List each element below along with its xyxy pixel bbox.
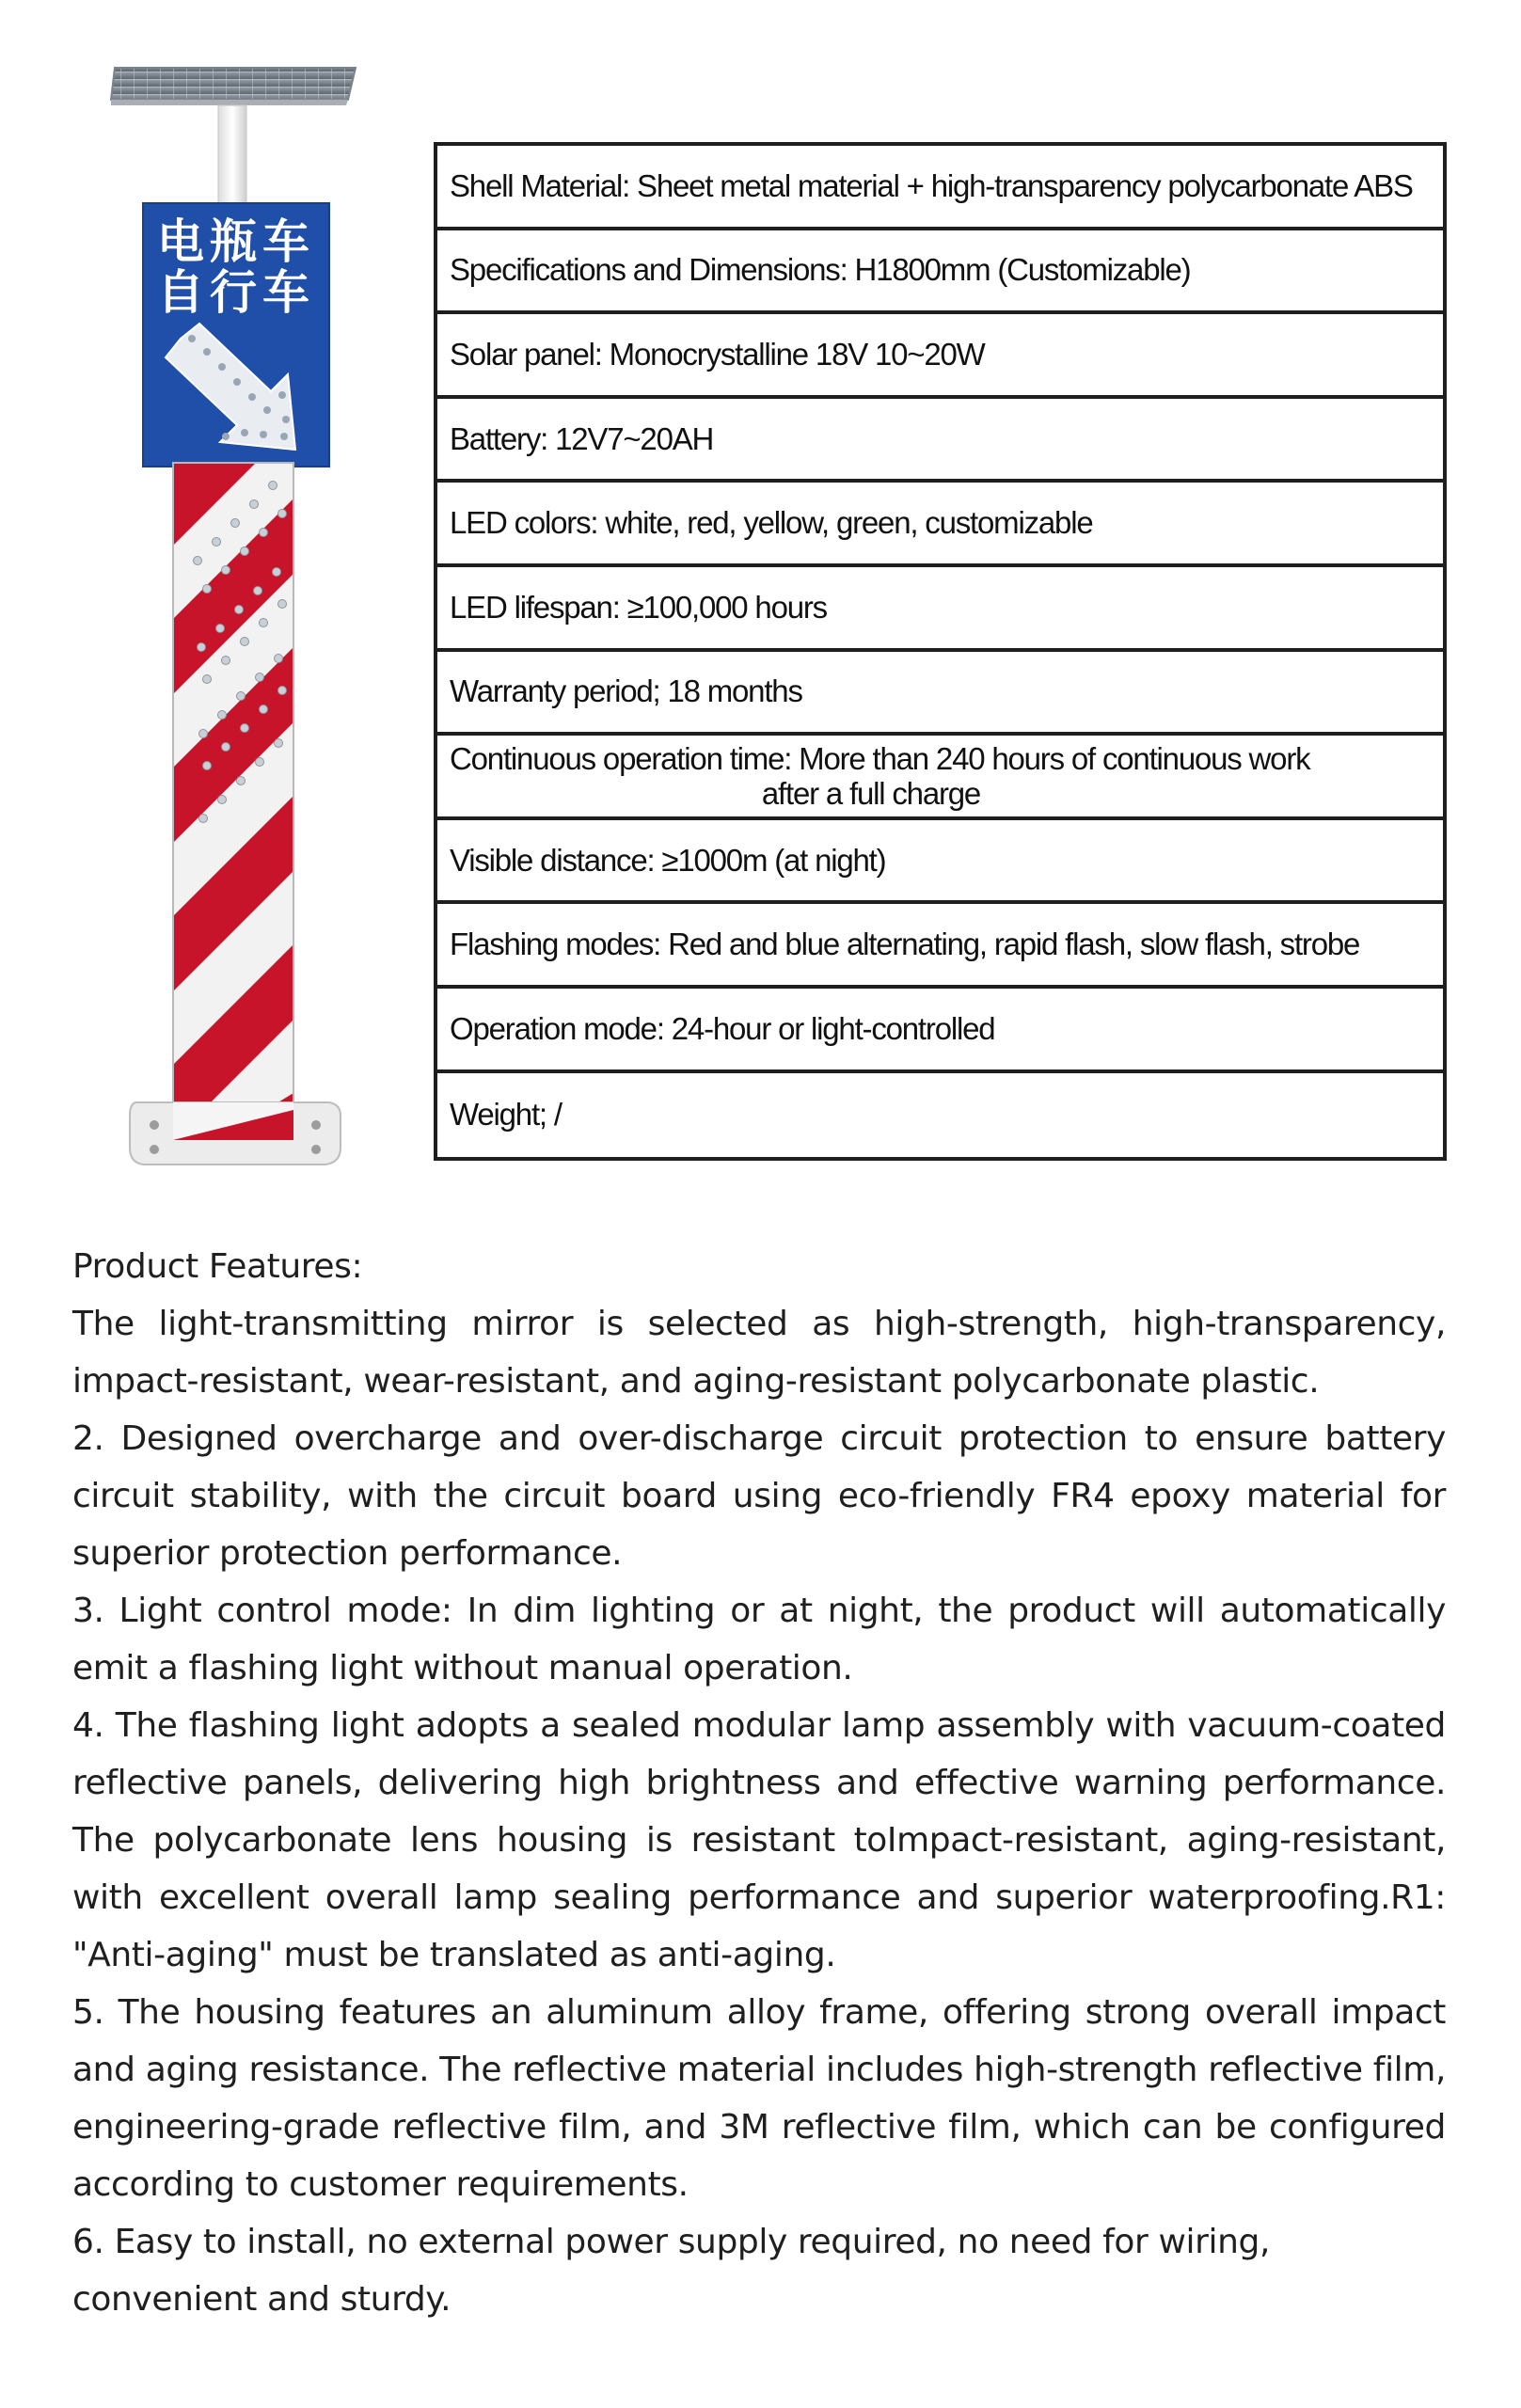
feature-item: 3. Light control mode: In dim lighting or at night, the product will automatically emit a flashing light without manual operation. [72,1592,1446,1687]
feature-item: 5. The housing features an aluminum alloy frame, offering strong overall impact and aging resistance. The reflective material includes high-strength reflective film, engineering-grade reflective film, and 3M reflective film, which can be configured according to customer requirements. [72,1993,1446,2204]
feature-item: 2. Designed overcharge and over-discharge circuit protection to ensure battery circuit stability, with the circuit board using eco-friendly FR4 epoxy material for superior protection performance. [72,1419,1446,1573]
striped-post [173,425,293,1166]
product-image [94,56,386,1176]
solar-warning-post-illustration [94,56,386,1176]
spec-row-weight: Weight; / [450,1097,562,1133]
spec-row-solar-panel: Solar panel: Monocrystalline 18V 10~20W [437,314,1443,399]
solar-panel [111,68,356,105]
spec-row-dimensions: Specifications and Dimensions: H1800mm (Customizable) [437,230,1443,315]
sign-text-line1: 电瓶车 [157,214,315,269]
spec-row-operation-time [437,736,1443,820]
feature-item: 6. Easy to install, no external power supply required, no need for wiring, convenient and sturdy. [72,2223,1271,2319]
spec-row-shell-material: Shell Material: Sheet metal material + high-transparency polycarbonate ABS [437,146,1443,230]
spec-row-led-colors: LED colors: white, red, yellow, green, customizable [437,483,1443,567]
spec-row-battery: Battery: 12V7~20AH [437,399,1443,483]
spec-row-led-lifespan: LED lifespan: ≥100,000 hours [437,567,1443,652]
feature-item: 4. The flashing light adopts a sealed modular lamp assembly with vacuum-coated reflective panels, delivering high brightness and effective warning performance. The polycarbonate lens housing is resistant toImpact-resistant, aging-resistant, with excellent overall lamp sealing performance and superior waterproofing.R1: "Anti-aging" must be translated as anti-aging. [72,1706,1446,1974]
spec-row-warranty: Warranty period; 18 months [437,652,1443,737]
sign-board [143,203,329,467]
sign-text-line2: 自行车 [157,265,315,320]
spec-operation-time-line2: after a full charge [761,776,981,812]
product-features [72,1238,1446,2328]
feature-item: The light-transmitting mirror is selected as high-strength, high-transparency, impact-resistant, wear-resistant, and aging-resistant polycarbonate plastic. [72,1305,1446,1401]
spec-row-visible-distance: Visible distance: ≥1000m (at night) [437,820,1443,905]
base-plate [130,1102,341,1164]
features-title: Product Features: [72,1247,363,1286]
spec-table [434,142,1447,1161]
spec-operation-time-line1: Continuous operation time: More than 240 hours of continuous work [450,741,1310,777]
spec-row-flashing-modes: Flashing modes: Red and blue alternating, rapid flash, slow flash, strobe [437,904,1443,989]
spec-row-operation-mode: Operation mode: 24-hour or light-controlled [437,989,1443,1073]
